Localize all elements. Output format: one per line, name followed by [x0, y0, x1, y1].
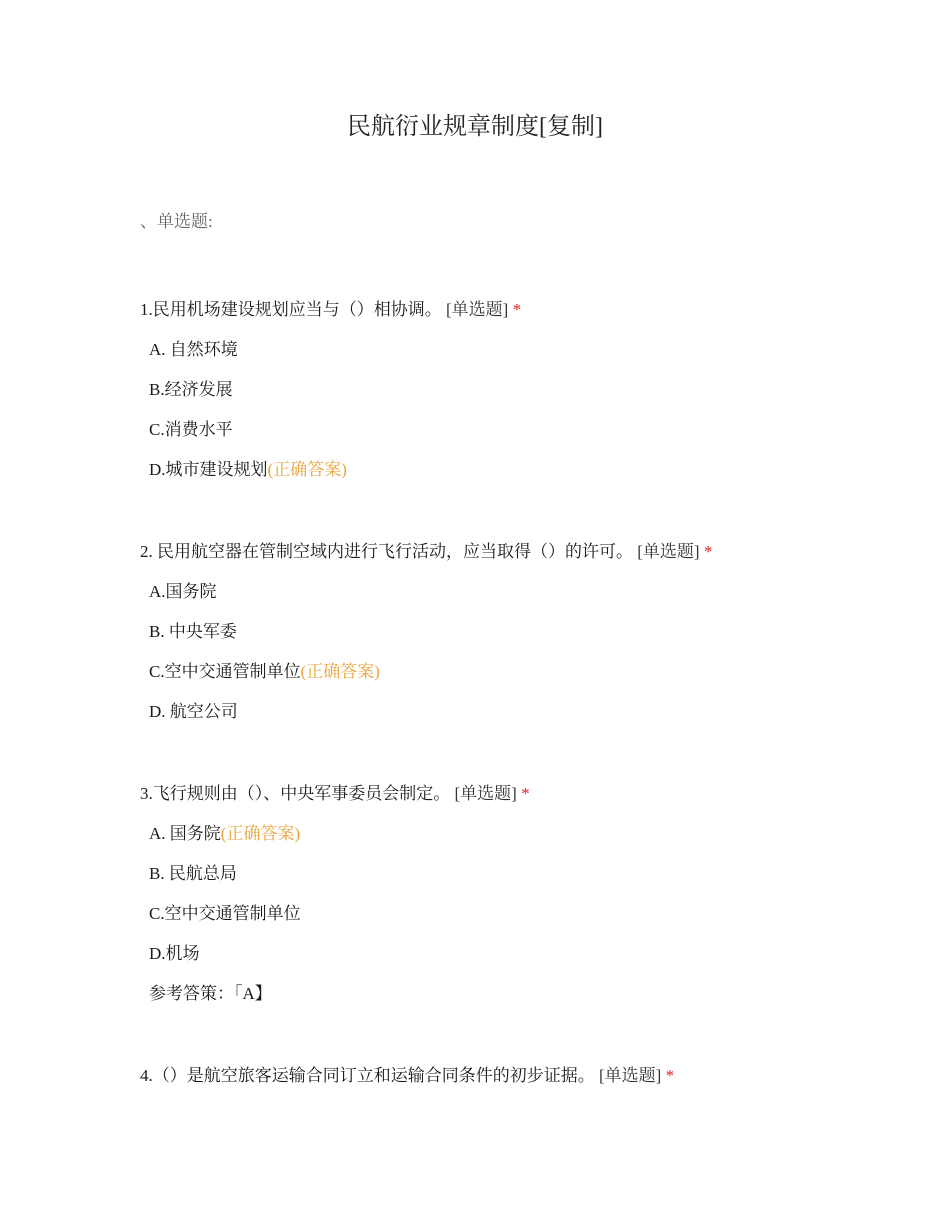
option-a [149, 580, 920, 604]
question-type-badge: [单选题] [446, 300, 509, 319]
option-text: B.经济发展 [149, 380, 233, 399]
correct-answer-tag: (正确答案) [220, 824, 301, 843]
question-type-badge: [单选题] [454, 784, 517, 803]
option-text: C.空中交通管制单位 [149, 904, 301, 923]
question-text: 2. 民用航空器在管制空域内进行飞行活动，应当取得（）的许可。 [140, 542, 633, 561]
required-mark: * [703, 542, 713, 561]
option-text: A. 国务院 [149, 824, 221, 843]
option-b [149, 620, 920, 644]
option-text: B. 中央军委 [149, 622, 237, 641]
option-text: D. 航空公司 [149, 702, 238, 721]
option-text: D.城市建设规划 [149, 460, 268, 479]
question-type-badge: [单选题] [637, 542, 700, 561]
option-b [149, 378, 920, 402]
question-text: 1.民用机场建设规划应当与（）相协调。 [140, 300, 442, 319]
required-mark: * [512, 300, 522, 319]
section-label: 、单选题: [140, 212, 213, 231]
question-4 [140, 1064, 920, 1088]
option-c [149, 418, 920, 442]
option-text: B. 民航总局 [149, 864, 237, 883]
option-c [149, 660, 920, 684]
option-a [149, 338, 920, 362]
page-title: 民航衍业规章制度[复制] [347, 114, 603, 140]
option-d [149, 458, 920, 482]
question-stem [140, 298, 920, 322]
question-2 [140, 540, 920, 724]
question-stem [140, 540, 920, 564]
question-text: 4.（）是航空旅客运输合同订立和运输合同条件的初步证据。 [140, 1066, 595, 1085]
correct-answer-tag: (正确答案) [300, 662, 380, 681]
option-text: D.机场 [149, 944, 200, 963]
option-d [149, 942, 920, 966]
question-stem [140, 1064, 920, 1088]
reference-answer: 参考答策：「A】 [149, 984, 272, 1003]
required-mark: * [665, 1066, 675, 1085]
correct-answer-tag: (正确答案) [267, 460, 347, 479]
question-stem [140, 782, 920, 806]
option-a [149, 822, 920, 846]
option-d [149, 700, 920, 724]
option-text: A.国务院 [149, 582, 217, 601]
question-3 [140, 782, 920, 1006]
question-text: 3.飞行规则由（）、中央军事委员会制定。 [140, 784, 451, 803]
question-1 [140, 298, 920, 482]
question-type-badge: [单选题] [599, 1066, 662, 1085]
required-mark: * [521, 784, 530, 803]
option-text: C.消费水平 [149, 420, 233, 439]
option-c [149, 902, 920, 926]
option-text: A. 自然环境 [149, 340, 238, 359]
option-b [149, 862, 920, 886]
option-text: C.空中交通管制单位 [149, 662, 301, 681]
